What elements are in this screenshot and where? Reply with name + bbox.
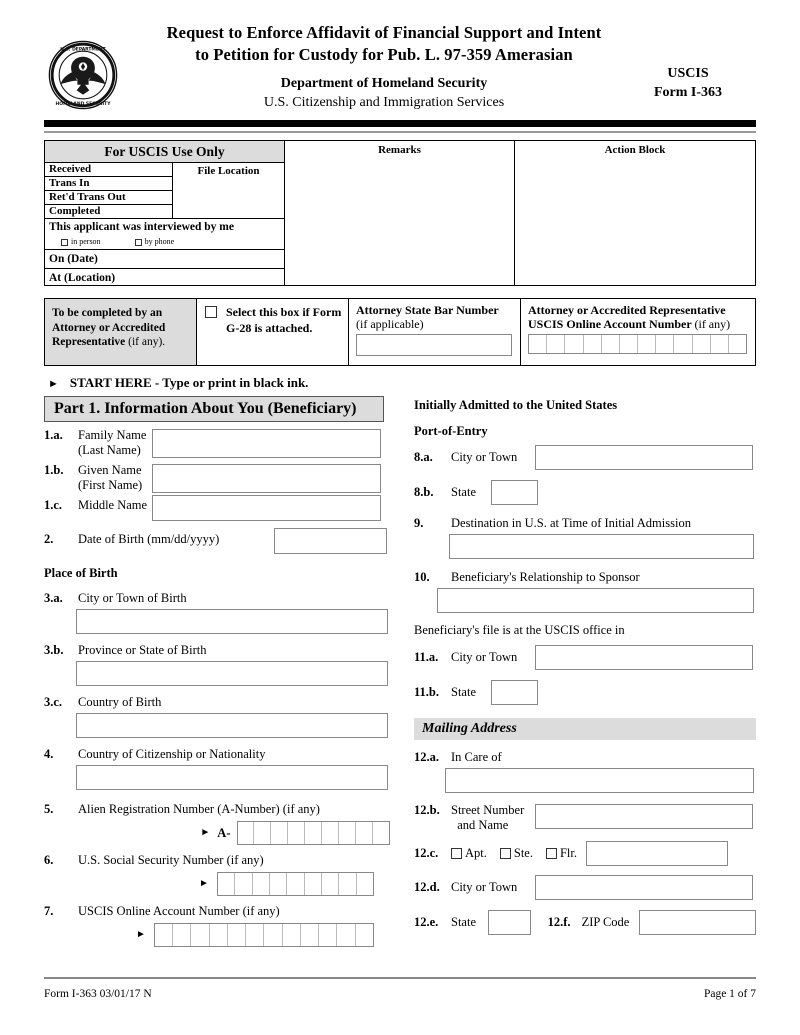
uscis-use-title: For USCIS Use Only <box>45 141 284 163</box>
in-person-label: in person <box>71 237 101 246</box>
field-1a <box>44 428 390 458</box>
attorney-intro-suffix: (if any). <box>128 336 166 348</box>
mailing-address-heading: Mailing Address <box>414 718 756 740</box>
field-1c-number: 1.c. <box>44 498 63 512</box>
attorney-online-account-label: Attorney or Accredited Representative USCIS Online Account Number <box>528 303 726 331</box>
field-1a-label: Family Name (Last Name) <box>78 428 147 457</box>
poe-state-input[interactable] <box>491 480 538 505</box>
field-6-number: 6. <box>44 853 54 867</box>
attorney-intro-text: To be completed by an Attorney or Accredited Representative <box>52 307 166 348</box>
field-8b <box>414 480 756 505</box>
character-cell[interactable] <box>246 924 264 946</box>
checkbox-in-person[interactable] <box>61 237 101 246</box>
field-10-number: 10. <box>414 570 430 584</box>
character-cell[interactable] <box>287 873 304 895</box>
character-cell[interactable] <box>638 335 656 353</box>
initially-admitted-heading: Initially Admitted to the United States <box>414 398 618 412</box>
uscis-use-left <box>45 141 285 285</box>
field-3b-label: Province or State of Birth <box>78 643 207 657</box>
province-of-birth-input[interactable] <box>76 661 388 686</box>
uscis-use-only-box <box>44 140 756 286</box>
character-cell[interactable] <box>173 924 191 946</box>
city-of-birth-input[interactable] <box>76 609 388 634</box>
field-6-label: U.S. Social Security Number (if any) <box>78 853 264 867</box>
right-column <box>414 398 756 935</box>
agency-name: Department of Homeland Security <box>280 76 488 91</box>
field-3a-number: 3.a. <box>44 591 63 605</box>
part-1-header: Part 1. Information About You (Beneficiary) <box>44 396 384 422</box>
uscis-online-account-input[interactable] <box>154 923 374 947</box>
checkbox-ste[interactable] <box>500 846 533 861</box>
field-12a-label: In Care of <box>451 750 502 764</box>
field-3b <box>44 643 390 686</box>
interview-heading: This applicant was interviewed by me <box>49 221 234 233</box>
character-cell[interactable] <box>620 335 638 353</box>
field-2 <box>44 532 390 554</box>
triangle-icon: ► <box>136 929 146 940</box>
attorney-bar-number-input[interactable] <box>356 334 512 356</box>
uscis-use-grid <box>45 163 284 219</box>
field-10 <box>414 570 756 613</box>
field-12b <box>414 803 756 833</box>
checkbox-flr[interactable] <box>546 846 577 861</box>
street-input[interactable] <box>535 804 753 829</box>
field-8a-label: City or Town <box>451 450 518 464</box>
by-phone-label: by phone <box>144 237 175 246</box>
page-header <box>44 22 756 118</box>
field-1b-label: Given Name (First Name) <box>78 463 143 492</box>
character-cell[interactable] <box>565 335 583 353</box>
field-1b <box>44 463 390 493</box>
footer-divider <box>44 977 756 979</box>
character-cell[interactable] <box>210 924 228 946</box>
attorney-online-account-input[interactable] <box>528 334 747 354</box>
character-cell[interactable] <box>191 924 209 946</box>
field-9-number: 9. <box>414 516 424 530</box>
attorney-online-account-note: (if any) <box>694 317 731 331</box>
uscis-status-rows <box>45 163 173 218</box>
checkbox-icon[interactable] <box>135 239 142 246</box>
field-8b-label: State <box>451 485 476 499</box>
field-3b-number: 3.b. <box>44 643 64 657</box>
character-cell[interactable] <box>301 924 319 946</box>
field-12a <box>414 750 756 793</box>
field-11b-number: 11.b. <box>414 685 440 699</box>
footer-form-info: Form I-363 03/01/17 N <box>44 988 152 1000</box>
field-1b-number: 1.b. <box>44 463 64 477</box>
form-title-line-2: to Petition for Custody for Pub. L. 97-359 Amerasian <box>195 45 573 64</box>
character-cell[interactable] <box>305 822 322 844</box>
footer-page-number: Page 1 of 7 <box>703 988 756 1000</box>
form-number: Form I-363 <box>653 85 723 100</box>
checkbox-apt[interactable] <box>451 846 487 861</box>
left-column <box>44 428 390 947</box>
field-4 <box>44 747 390 790</box>
a-number-input[interactable] <box>237 821 391 845</box>
field-12e-12f <box>414 910 756 935</box>
character-cell[interactable] <box>711 335 729 353</box>
character-cell[interactable] <box>228 924 246 946</box>
field-12f-number: 12.f. <box>547 915 571 929</box>
g28-checkbox-icon[interactable] <box>205 306 217 318</box>
attorney-bar-number-label: Attorney State Bar Number <box>356 303 499 317</box>
field-3a <box>44 591 390 634</box>
field-11a-label: City or Town <box>451 650 518 664</box>
action-block[interactable] <box>515 141 755 285</box>
field-1a-number: 1.a. <box>44 428 63 442</box>
character-cell[interactable] <box>322 873 339 895</box>
field-12a-number: 12.a. <box>414 750 439 764</box>
apt-label: Apt. <box>465 846 487 860</box>
field-5-label: Alien Registration Number (A-Number) (if any) <box>78 802 320 816</box>
dhs-seal-icon <box>48 40 118 110</box>
checkbox-icon[interactable] <box>61 239 68 246</box>
attorney-intro <box>45 299 197 365</box>
row-trans-in[interactable]: Trans In <box>45 177 172 191</box>
g28-checkbox-label: Select this box if Form G-28 is attached. <box>226 305 342 335</box>
character-cell[interactable] <box>373 822 389 844</box>
file-office-state-input[interactable] <box>491 680 538 705</box>
attorney-online-account-cell <box>521 299 755 365</box>
attorney-box <box>44 298 756 366</box>
character-cell[interactable] <box>254 822 271 844</box>
field-12d-label: City or Town <box>451 880 518 894</box>
field-11a <box>414 645 756 670</box>
attorney-bar-number-note: (if applicable) <box>356 317 424 331</box>
field-9-label: Destination in U.S. at Time of Initial Admission <box>451 516 691 530</box>
field-6 <box>44 853 390 896</box>
character-cell[interactable] <box>319 924 337 946</box>
header-divider-thin <box>44 131 756 133</box>
field-3a-label: City or Town of Birth <box>78 591 187 605</box>
character-cell[interactable] <box>729 335 746 353</box>
at-location-field[interactable]: At (Location) <box>49 272 116 284</box>
svg-text:HOMELAND SECURITY: HOMELAND SECURITY <box>55 102 111 108</box>
field-11b-label: State <box>451 685 476 699</box>
field-12e-label: State <box>451 915 476 929</box>
mailing-state-input[interactable] <box>488 910 531 935</box>
mailing-city-input[interactable] <box>535 875 753 900</box>
header-divider-thick <box>44 120 756 127</box>
field-5 <box>44 802 390 845</box>
field-12e-number: 12.e. <box>414 915 439 929</box>
action-block-label: Action Block <box>604 144 666 156</box>
field-7-number: 7. <box>44 904 54 918</box>
character-cell[interactable] <box>271 822 288 844</box>
character-cell[interactable] <box>584 335 602 353</box>
character-cell[interactable] <box>356 924 373 946</box>
field-2-label: Date of Birth (mm/dd/yyyy) <box>78 532 220 546</box>
country-of-birth-input[interactable] <box>76 713 388 738</box>
remarks-label: Remarks <box>378 144 421 156</box>
character-cell[interactable] <box>264 924 282 946</box>
flr-label: Flr. <box>559 846 578 860</box>
family-name-input[interactable] <box>152 429 381 458</box>
field-8a <box>414 445 756 470</box>
checkbox-icon[interactable] <box>451 848 462 859</box>
field-1c-label: Middle Name <box>78 498 148 512</box>
field-8a-number: 8.a. <box>414 450 433 464</box>
ssn-input[interactable] <box>217 872 374 896</box>
field-7-label: USCIS Online Account Number (if any) <box>78 904 280 918</box>
row-retd-trans-out[interactable]: Ret'd Trans Out <box>45 191 172 205</box>
port-of-entry-heading: Port-of-Entry <box>414 424 488 438</box>
character-cell[interactable] <box>283 924 301 946</box>
triangle-icon: ► <box>199 878 209 889</box>
triangle-icon: ► <box>200 827 211 838</box>
a-number-prefix: A- <box>217 825 231 840</box>
given-name-input[interactable] <box>152 464 381 493</box>
character-cell[interactable] <box>529 335 547 353</box>
g28-checkbox-cell[interactable] <box>197 299 349 365</box>
interview-section <box>45 219 284 250</box>
field-11a-number: 11.a. <box>414 650 439 664</box>
field-12b-label: Street Number and Name <box>451 803 525 832</box>
field-12f-label: ZIP Code <box>581 915 630 929</box>
field-7 <box>44 904 390 947</box>
character-cell[interactable] <box>547 335 565 353</box>
checkbox-icon[interactable] <box>500 848 511 859</box>
character-cell[interactable] <box>602 335 620 353</box>
field-3c-number: 3.c. <box>44 695 63 709</box>
character-cell[interactable] <box>288 822 305 844</box>
character-cell[interactable] <box>339 873 356 895</box>
triangle-icon: ► <box>48 378 59 390</box>
character-cell[interactable] <box>218 873 235 895</box>
character-cell[interactable] <box>693 335 711 353</box>
country-of-citizenship-input[interactable] <box>76 765 388 790</box>
character-cell[interactable] <box>155 924 173 946</box>
character-cell[interactable] <box>238 822 255 844</box>
character-cell[interactable] <box>322 822 339 844</box>
start-here-text: START HERE - Type or print in black ink. <box>69 375 309 390</box>
row-received[interactable]: Received <box>45 163 172 177</box>
destination-input[interactable] <box>449 534 754 559</box>
checkbox-by-phone[interactable] <box>135 237 175 246</box>
date-of-birth-input[interactable] <box>274 528 387 554</box>
character-cell[interactable] <box>337 924 355 946</box>
apt-ste-flr-input[interactable] <box>586 841 728 866</box>
field-11b <box>414 680 756 705</box>
character-cell[interactable] <box>339 822 356 844</box>
character-cell[interactable] <box>235 873 252 895</box>
interview-options <box>49 237 280 246</box>
field-5-number: 5. <box>44 802 54 816</box>
form-number-block <box>628 64 748 102</box>
field-10-label: Beneficiary's Relationship to Sponsor <box>451 570 640 584</box>
character-cell[interactable] <box>674 335 692 353</box>
row-completed[interactable]: Completed <box>49 205 101 217</box>
character-cell[interactable] <box>270 873 287 895</box>
field-12b-number: 12.b. <box>414 803 440 817</box>
start-here-instruction <box>48 375 308 391</box>
field-4-label: Country of Citizenship or Nationality <box>78 747 266 761</box>
field-3c <box>44 695 390 738</box>
poe-city-input[interactable] <box>535 445 753 470</box>
character-cell[interactable] <box>305 873 322 895</box>
uscis-label: USCIS <box>667 66 709 81</box>
zip-code-input[interactable] <box>639 910 756 935</box>
form-title-line-1: Request to Enforce Affidavit of Financial Support and Intent <box>166 23 602 42</box>
character-cell[interactable] <box>356 822 373 844</box>
field-12c <box>414 841 756 866</box>
place-of-birth-heading: Place of Birth <box>44 566 118 580</box>
checkbox-icon[interactable] <box>546 848 557 859</box>
form-title <box>134 22 634 112</box>
file-office-city-input[interactable] <box>535 645 753 670</box>
field-4-number: 4. <box>44 747 54 761</box>
on-date-field[interactable]: On (Date) <box>45 250 284 269</box>
file-office-heading: Beneficiary's file is at the USCIS office in <box>414 623 625 637</box>
field-2-number: 2. <box>44 532 54 546</box>
file-location-label: File Location <box>197 165 260 177</box>
field-12d-number: 12.d. <box>414 880 440 894</box>
character-cell[interactable] <box>357 873 373 895</box>
svg-text:U.S. DEPARTMENT: U.S. DEPARTMENT <box>60 47 106 53</box>
field-3c-label: Country of Birth <box>78 695 162 709</box>
attorney-bar-number-cell <box>349 299 521 365</box>
relationship-input[interactable] <box>437 588 754 613</box>
middle-name-input[interactable] <box>152 495 381 521</box>
remarks-block[interactable] <box>285 141 515 285</box>
bureau-name: U.S. Citizenship and Immigration Services <box>263 95 505 110</box>
field-12c-number: 12.c. <box>414 846 439 860</box>
field-12d <box>414 875 756 900</box>
character-cell[interactable] <box>656 335 674 353</box>
field-8b-number: 8.b. <box>414 485 434 499</box>
character-cell[interactable] <box>253 873 270 895</box>
ste-label: Ste. <box>513 846 533 860</box>
in-care-of-input[interactable] <box>445 768 754 793</box>
field-1c <box>44 498 390 521</box>
field-9 <box>414 516 756 559</box>
